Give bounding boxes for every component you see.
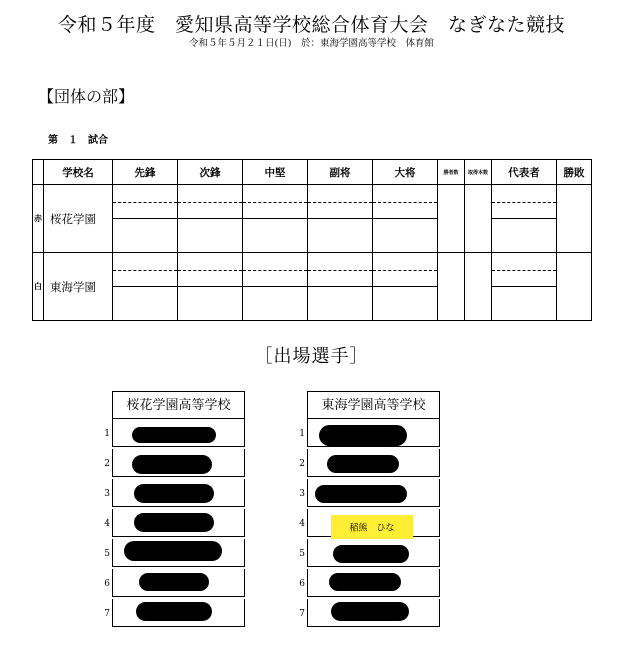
player-number: 5 bbox=[299, 549, 305, 559]
roster-school-name: 桜花学園高等学校 bbox=[112, 391, 245, 419]
player-number: 4 bbox=[299, 519, 305, 529]
bout-cell bbox=[243, 287, 308, 321]
result-row-white-lower bbox=[33, 287, 592, 321]
redaction-mark bbox=[329, 573, 401, 591]
player-number: 4 bbox=[104, 519, 110, 529]
player-number: 3 bbox=[104, 489, 110, 499]
bout-cell bbox=[113, 185, 178, 219]
bout-cell bbox=[178, 287, 243, 321]
representative-cell bbox=[492, 253, 557, 287]
bout-cell bbox=[373, 253, 438, 287]
header-outcome: 勝敗 bbox=[557, 160, 592, 185]
bout-cell bbox=[178, 185, 243, 219]
winners-cell bbox=[438, 185, 465, 253]
outcome-cell bbox=[557, 253, 592, 321]
bout-cell bbox=[178, 219, 243, 253]
redaction-mark bbox=[331, 602, 409, 621]
player-number: 2 bbox=[104, 459, 110, 469]
redaction-mark bbox=[134, 484, 214, 503]
player-number: 7 bbox=[299, 609, 305, 619]
outcome-cell bbox=[557, 185, 592, 253]
bout-cell bbox=[308, 287, 373, 321]
redaction-mark bbox=[134, 513, 214, 532]
side-label-white: 白 bbox=[33, 253, 44, 321]
school-cell-red: 桜花学園 bbox=[44, 185, 113, 253]
bout-cell bbox=[243, 253, 308, 287]
bout-cell bbox=[178, 253, 243, 287]
school-cell-white: 東海学園 bbox=[44, 253, 113, 321]
player-number: 7 bbox=[104, 609, 110, 619]
roster-school-name: 東海学園高等学校 bbox=[307, 391, 440, 419]
page-subtitle: 令和５年５月２１日(日) 於：東海学園高等学校 体育館 bbox=[189, 38, 434, 49]
header-side bbox=[33, 160, 44, 185]
player-number: 3 bbox=[299, 489, 305, 499]
bout-cell bbox=[243, 219, 308, 253]
points-cell bbox=[465, 185, 492, 253]
header-winners: 勝者数 bbox=[438, 160, 465, 185]
section-title: 【団体の部】 bbox=[38, 87, 135, 106]
representative-cell bbox=[492, 219, 557, 253]
representative-cell bbox=[492, 287, 557, 321]
players-heading: ［出場選手］ bbox=[254, 346, 369, 367]
redaction-mark bbox=[333, 545, 409, 563]
bout-cell bbox=[113, 219, 178, 253]
header-fukusho: 副将 bbox=[308, 160, 373, 185]
player-number: 2 bbox=[299, 459, 305, 469]
bout-cell bbox=[243, 185, 308, 219]
header-points: 取得本数 bbox=[465, 160, 492, 185]
result-table bbox=[32, 159, 592, 321]
points-cell bbox=[465, 253, 492, 321]
bout-cell bbox=[113, 253, 178, 287]
bout-cell bbox=[308, 185, 373, 219]
representative-cell bbox=[492, 185, 557, 219]
result-row-white bbox=[33, 253, 592, 287]
redaction-mark bbox=[132, 455, 212, 474]
player-name: 稲熊 ひな bbox=[349, 523, 395, 534]
side-label-red: 赤 bbox=[33, 185, 44, 253]
bout-cell bbox=[373, 185, 438, 219]
header-senpo: 先鋒 bbox=[113, 160, 178, 185]
bout-cell bbox=[308, 253, 373, 287]
redaction-mark bbox=[319, 425, 407, 446]
redaction-mark bbox=[124, 541, 222, 561]
redaction-mark bbox=[315, 485, 407, 503]
player-number: 5 bbox=[104, 549, 110, 559]
redaction-mark bbox=[327, 455, 399, 473]
redaction-mark bbox=[132, 427, 216, 443]
bout-cell bbox=[308, 219, 373, 253]
bout-cell bbox=[113, 287, 178, 321]
redaction-mark bbox=[136, 602, 212, 621]
header-school: 学校名 bbox=[44, 160, 113, 185]
header-jiho: 次鋒 bbox=[178, 160, 243, 185]
bout-cell bbox=[373, 287, 438, 321]
header-taisho: 大将 bbox=[373, 160, 438, 185]
redaction-mark bbox=[139, 573, 209, 591]
result-row-red bbox=[33, 185, 592, 219]
player-number: 6 bbox=[104, 579, 110, 589]
bout-cell bbox=[373, 219, 438, 253]
player-number: 1 bbox=[299, 429, 305, 439]
player-number: 1 bbox=[104, 429, 110, 439]
header-chuken: 中堅 bbox=[243, 160, 308, 185]
result-header-row bbox=[33, 160, 592, 185]
winners-cell bbox=[438, 253, 465, 321]
page-title: 令和５年度 愛知県高等学校総合体育大会 なぎなた競技 bbox=[57, 14, 565, 36]
header-representative: 代表者 bbox=[492, 160, 557, 185]
highlighted-player-name bbox=[331, 515, 413, 539]
result-row-red-lower bbox=[33, 219, 592, 253]
match-label: 第 １ 試合 bbox=[48, 135, 108, 146]
player-number: 6 bbox=[299, 579, 305, 589]
